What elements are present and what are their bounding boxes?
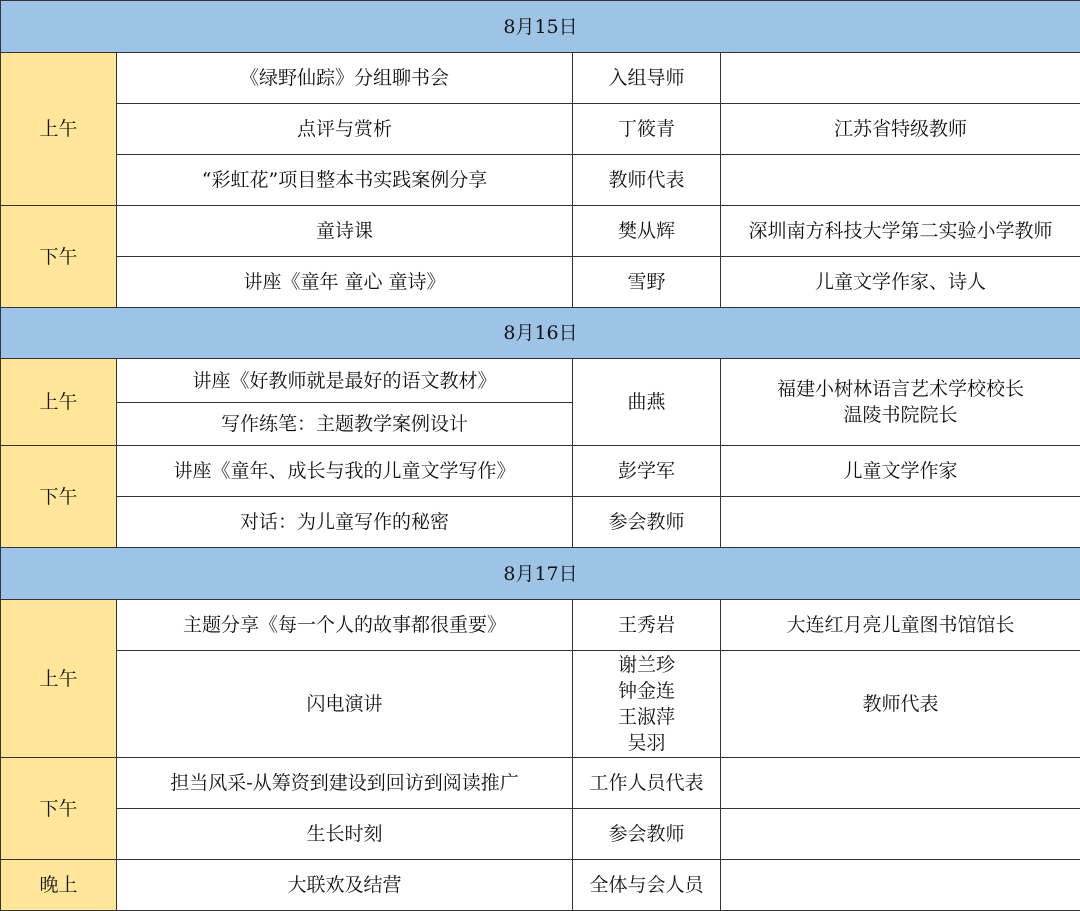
table-row: [1, 104, 1080, 155]
role-cell: [721, 155, 1080, 206]
person-line: 钟金连: [577, 678, 716, 704]
table-row: [1, 53, 1080, 104]
role-cell: 儿童文学作家、诗人: [721, 257, 1080, 308]
person-line: 吴羽: [577, 730, 716, 756]
table-row: [1, 600, 1080, 651]
person-cell: 雪野: [573, 257, 721, 308]
activity-cell: 对话：为儿童写作的秘密: [117, 497, 573, 548]
role-cell: [721, 860, 1080, 911]
activity-cell: 讲座《童年 童心 童诗》: [117, 257, 573, 308]
day-date: 8月16日: [1, 308, 1080, 359]
role-cell: [721, 53, 1080, 104]
person-cell: 彭学军: [573, 446, 721, 497]
role-cell: [721, 809, 1080, 860]
role-cell: 儿童文学作家: [721, 446, 1080, 497]
table-row: [1, 651, 1080, 758]
role-cell: 大连红月亮儿童图书馆馆长: [721, 600, 1080, 651]
table-row: [1, 809, 1080, 860]
person-line: 谢兰珍: [577, 652, 716, 678]
period-label: 晚上: [1, 860, 117, 911]
day-date: 8月15日: [1, 1, 1080, 53]
table-row: [1, 206, 1080, 257]
activity-cell: 闪电演讲: [117, 651, 573, 758]
period-label: 上午: [1, 53, 117, 206]
role-cell: [721, 758, 1080, 809]
person-cell: 樊从辉: [573, 206, 721, 257]
period-label: 下午: [1, 206, 117, 308]
person-line: 王淑萍: [577, 704, 716, 730]
day-header-row: [1, 308, 1080, 359]
table-row: [1, 497, 1080, 548]
table-row: [1, 860, 1080, 911]
person-cell: 丁筱青: [573, 104, 721, 155]
person-cell: 全体与会人员: [573, 860, 721, 911]
activity-cell: 大联欢及结营: [117, 860, 573, 911]
activity-cell: 讲座《童年、成长与我的儿童文学写作》: [117, 446, 573, 497]
person-cell: 参会教师: [573, 809, 721, 860]
person-cell: 教师代表: [573, 155, 721, 206]
activity-cell: 担当风采-从筹资到建设到回访到阅读推广: [117, 758, 573, 809]
day-date: 8月17日: [1, 548, 1080, 600]
role-cell: [721, 359, 1080, 446]
table-row: [1, 758, 1080, 809]
activity-cell: 讲座《好教师就是最好的语文教材》: [117, 359, 573, 403]
person-cell: 曲燕: [573, 359, 721, 446]
activity-cell: 写作练笔：主题教学案例设计: [117, 403, 573, 446]
person-cell: 参会教师: [573, 497, 721, 548]
activity-cell: 童诗课: [117, 206, 573, 257]
day-header-row: [1, 548, 1080, 600]
period-label: 上午: [1, 359, 117, 446]
period-label: 下午: [1, 758, 117, 860]
table-row: [1, 359, 1080, 403]
day-header-row: [1, 1, 1080, 53]
period-label: 下午: [1, 446, 117, 548]
table-row: [1, 257, 1080, 308]
role-cell: 教师代表: [721, 651, 1080, 758]
period-label: 上午: [1, 600, 117, 758]
role-cell: 深圳南方科技大学第二实验小学教师: [721, 206, 1080, 257]
table-row: [1, 155, 1080, 206]
role-cell: [721, 497, 1080, 548]
table-row: [1, 446, 1080, 497]
person-cell: 入组导师: [573, 53, 721, 104]
person-cell: 王秀岩: [573, 600, 721, 651]
person-cell: 工作人员代表: [573, 758, 721, 809]
person-cell: [573, 651, 721, 758]
role-cell: 江苏省特级教师: [721, 104, 1080, 155]
activity-cell: 《绿野仙踪》分组聊书会: [117, 53, 573, 104]
role-line: 福建小树林语言艺术学校校长: [725, 376, 1076, 402]
activity-cell: “彩虹花”项目整本书实践案例分享: [117, 155, 573, 206]
activity-cell: 点评与赏析: [117, 104, 573, 155]
activity-cell: 主题分享《每一个人的故事都很重要》: [117, 600, 573, 651]
role-line: 温陵书院院长: [725, 402, 1076, 428]
activity-cell: 生长时刻: [117, 809, 573, 860]
